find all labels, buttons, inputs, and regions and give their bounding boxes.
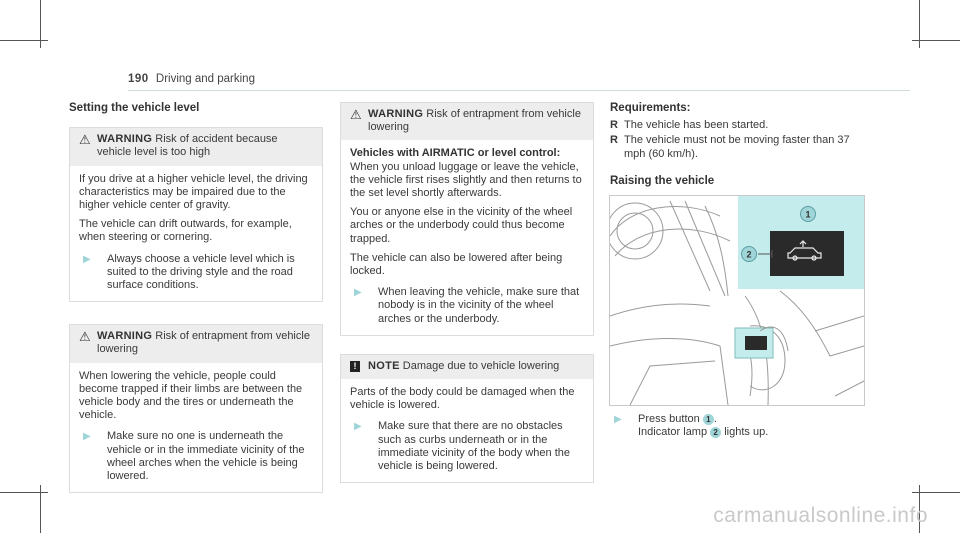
warning-text: You or anyone else in the vicinity of the wheel arches or the underbody could thus become trapped. — [350, 206, 573, 245]
warning-header: ⚠ WARNING Risk of entrapment from vehicle lowering — [70, 325, 322, 362]
warning-header: ⚠ WARNING Risk of accident because vehicle level is too high — [70, 128, 322, 165]
warning-icon: ⚠ — [79, 132, 91, 148]
callout-2-label: 2 — [746, 249, 752, 260]
watermark: carmanualsonline.info — [713, 504, 928, 527]
dashboard-illustration — [609, 195, 865, 406]
section-heading: Setting the vehicle level — [69, 102, 200, 114]
warning-text: If you drive at a higher vehicle level, the driving characteristics may be impaired due to the higher vehicle center of gravity. — [79, 172, 308, 212]
step-arrow-icon: ▶ — [614, 414, 622, 425]
column-2 — [340, 102, 594, 495]
header-rule — [128, 90, 910, 91]
callout-2 — [742, 247, 757, 262]
list-item: R The vehicle has been started. — [610, 119, 769, 132]
callout-badge: 2 — [710, 427, 721, 438]
dashboard-drawing — [610, 196, 864, 405]
warning-header: ⚠ WARNING Risk of entrapment from vehicle lowering — [341, 103, 593, 140]
note-box — [340, 354, 594, 483]
step-arrow-icon: ▶ — [83, 253, 91, 265]
warning-icon: ⚠ — [350, 107, 362, 122]
crop-mark — [0, 40, 48, 41]
section-title: Driving and parking — [155, 73, 255, 85]
warning-box — [69, 324, 323, 493]
requirements-heading: Requirements: — [610, 102, 691, 114]
note-header: ! NOTE Damage due to vehicle lowering — [341, 355, 593, 379]
requirements-list — [610, 119, 870, 161]
step-arrow-icon: ▶ — [354, 421, 362, 433]
callout-badge: 1 — [703, 414, 714, 425]
list-item: R The vehicle must not be moving faster than 37 mph (60 km/h). — [610, 134, 850, 160]
instruction-step: ▶ When leaving the vehicle, make sure that nobody is in the vicinity of the wheel arches or the underbody. — [350, 286, 584, 326]
warning-text: When lowering the vehicle, people could become trapped if their limbs are between the vehicle body and the tires or underneath the vehicle. — [79, 369, 303, 422]
column-3 — [610, 102, 870, 200]
section-heading: Raising the vehicle — [610, 174, 715, 187]
step-arrow-icon: ▶ — [83, 431, 91, 443]
warning-text: The vehicle can drift outwards, for example, when steering or cornering. — [79, 218, 292, 244]
callout-1 — [801, 207, 816, 222]
page-number: 190 — [128, 73, 149, 85]
raise-steps — [610, 413, 870, 439]
crop-mark — [0, 492, 48, 493]
warning-text: When you unload luggage or leave the vehicle, the vehicle first rises slightly and then returns to the set level shortly afterwards. — [350, 160, 582, 200]
warning-subheading: Vehicles with AIRMATIC or level control: — [350, 147, 561, 160]
note-text: Parts of the body could be damaged when the vehicle is lowered. — [350, 386, 575, 412]
column-1 — [69, 102, 323, 505]
warning-text: The vehicle can also be lowered after being locked. — [350, 251, 563, 278]
instruction-step: ▶ Make sure that there are no obstacles such as curbs underneath or in the immediate vicinity of the body when the vehicle is being lowered. — [350, 420, 584, 473]
warning-box — [69, 127, 323, 302]
instruction-step: ▶ Press button 1 . Indicator lamp 2 lights up. — [610, 413, 870, 439]
step-arrow-icon: ▶ — [354, 287, 362, 299]
instruction-step: ▶ Always choose a vehicle level which is suited to the driving style and the road surface conditions. — [79, 253, 313, 293]
instruction-step: ▶ Make sure no one is underneath the vehicle or in the immediate vicinity of the wheel arches when the vehicle is being lowered. — [79, 430, 313, 483]
callout-1-label: 1 — [805, 209, 811, 220]
warning-box — [340, 102, 594, 336]
page-header — [128, 73, 255, 85]
crop-mark — [912, 40, 960, 41]
crop-mark — [912, 492, 960, 493]
exclamation-icon: ! — [350, 361, 360, 372]
warning-icon: ⚠ — [79, 329, 91, 345]
